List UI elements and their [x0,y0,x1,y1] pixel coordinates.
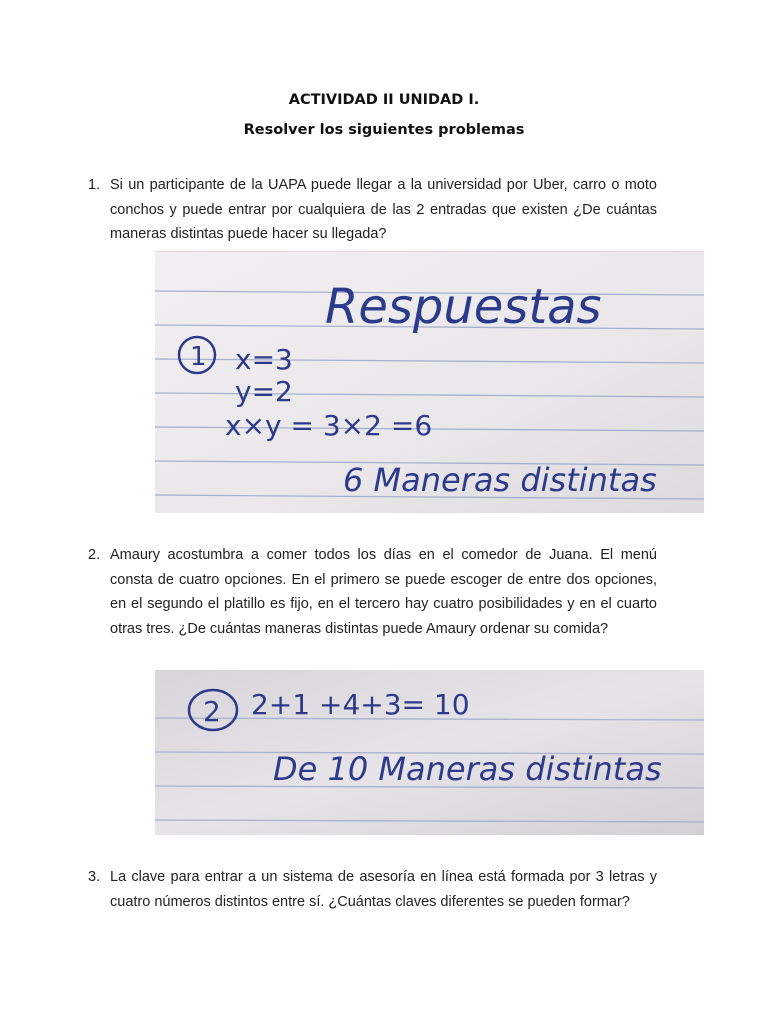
answer-heading: Respuestas [325,279,602,335]
document-title: ACTIVIDAD II UNIDAD I. [288,92,480,108]
answer-1-label: 1 [190,342,207,372]
question-3-number: 3. [88,869,101,885]
answer-1-line1: x=3 [235,343,293,376]
question-1-number: 1. [88,177,101,193]
answer-2-label: 2 [203,695,221,728]
answer-1-result: 6 Maneras distintas [343,461,657,499]
question-1-text: Si un participante de la UAPA puede llegar a la universidad por Uber, carro o moto conchos y puede entrar por cualquiera de las 2 entradas que existen ¿De cuántas maneras distintas puede hacer su llegada? [110,177,657,242]
question-3-text: La clave para entrar a un sistema de asesoría en línea está formada por 3 letras y cuatro números distintos entre sí. ¿Cuántas claves diferentes se pueden formar? [110,869,657,910]
answer-1-line3: x×y = 3×2 =6 [225,409,433,442]
question-2-number: 2. [88,547,101,563]
answer-photo-2 [155,670,704,835]
question-2-text: Amaury acostumbra a comer todos los días en el comedor de Juana. El menú consta de cuatro opciones. En el primero se puede escoger de entre dos opciones, en el segundo el platillo es fijo, en el tercero hay cuatro posibilidades y en el cuarto otras tres. ¿De cuántas maneras distintas puede Amaury ordenar su comida? [110,547,657,637]
answer-photo-1 [155,251,704,513]
answer-2-line1: 2+1 +4+3= 10 [251,688,470,721]
document-subtitle: Resolver los siguientes problemas [243,122,525,138]
answer-2-result: De 10 Maneras distintas [273,750,662,788]
answer-1-line2: y=2 [235,375,293,408]
